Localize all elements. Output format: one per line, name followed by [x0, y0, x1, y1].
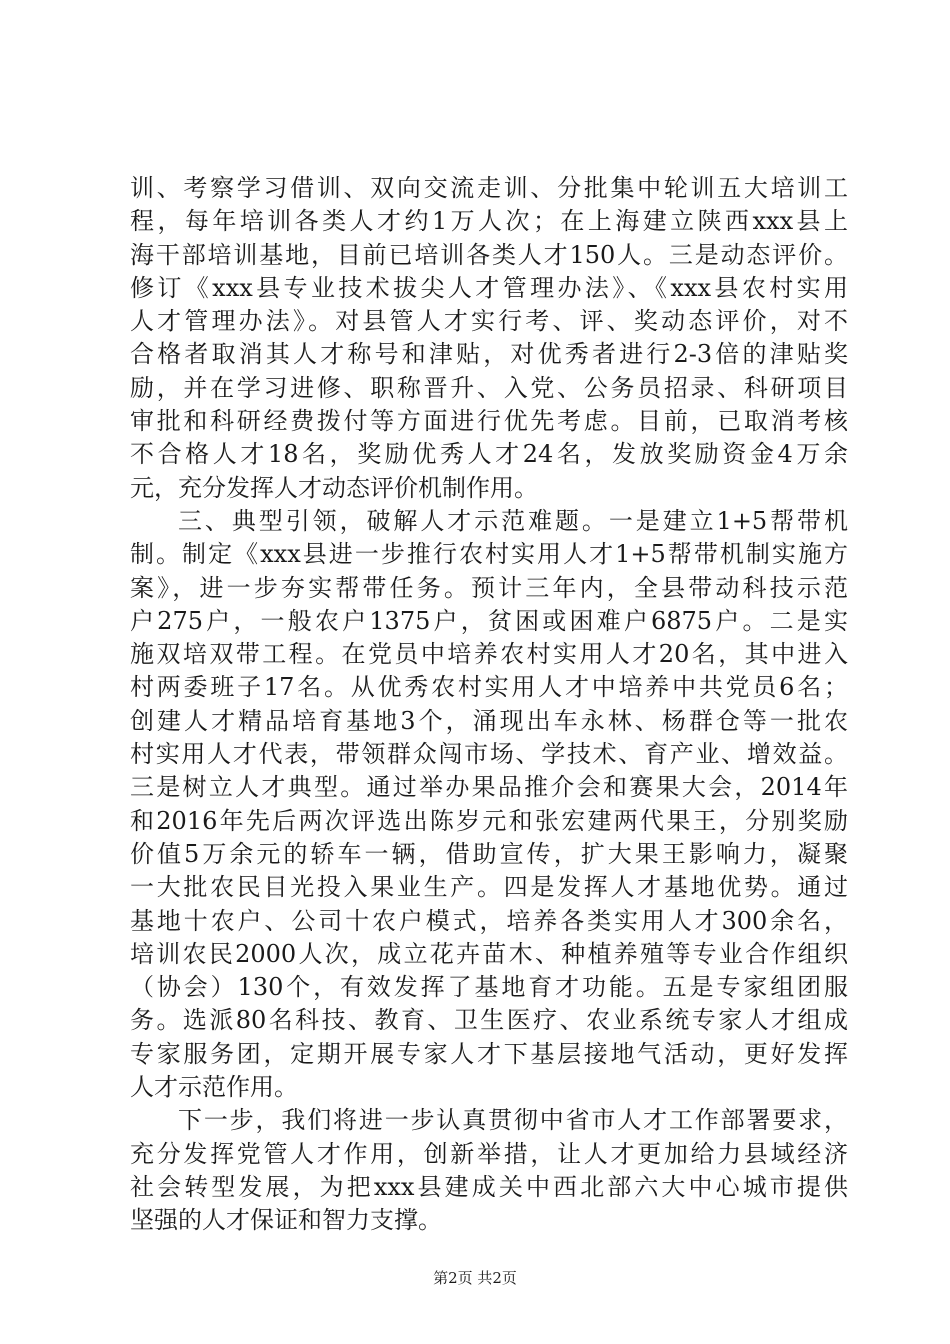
text-line: 训、考察学习借训、双向交流走训、分批集中轮训五大培训工 [130, 174, 848, 202]
text-line: 不合格人才18名，奖励优秀人才24名，发放奖励资金4万余 [130, 440, 848, 469]
text-line: 价值5万余元的轿车一辆，借助宣传，扩大果王影响力，凝聚 [130, 839, 848, 868]
text-line: 制。制定《xxx县进一步推行农村实用人才1+5帮带机制实施方 [130, 540, 848, 569]
text-line: 专家服务团，定期开展专家人才下基层接地气活动，更好发挥 [130, 1039, 848, 1068]
text-line: 创建人才精品培育基地3个，涌现出车永林、杨群仓等一批农 [130, 706, 848, 735]
text-line: 三、典型引领，破解人才示范难题。一是建立1+5帮带机 [178, 506, 848, 535]
text-line: 人才管理办法》。对县管人才实行考、评、奖动态评价，对不 [130, 307, 848, 336]
text-line: 三是树立人才典型。通过举办果品推介会和赛果大会，2014年 [130, 773, 848, 802]
text-line: 务。选派80名科技、教育、卫生医疗、农业系统专家人才组成 [130, 1006, 848, 1035]
text-line: 人才示范作用。 [130, 1073, 298, 1102]
text-line: 村实用人才代表，带领群众闯市场、学技术、育产业、增效益。 [130, 740, 848, 769]
text-line: 程，每年培训各类人才约1万人次；在上海建立陕西xxx县上 [130, 207, 848, 236]
text-line: 审批和科研经费拨付等方面进行优先考虑。目前，已取消考核 [130, 407, 848, 436]
text-line: 充分发挥党管人才作用，创新举措，让人才更加给力县域经济 [130, 1139, 848, 1168]
text-line: 合格者取消其人才称号和津贴，对优秀者进行2-3倍的津贴奖 [130, 340, 848, 369]
body-text [130, 172, 848, 1238]
text-line: 和2016年先后两次评选出陈岁元和张宏建两代果王，分别奖励 [130, 806, 848, 835]
text-line: 下一步，我们将进一步认真贯彻中省市人才工作部署要求， [178, 1106, 848, 1135]
text-line: 一大批农民目光投入果业生产。四是发挥人才基地优势。通过 [130, 873, 848, 902]
text-line: 海干部培训基地，目前已培训各类人才150人。三是动态评价。 [130, 240, 848, 269]
text-line: 培训农民2000人次，成立花卉苗木、种植养殖等专业合作组织 [130, 939, 848, 968]
text-line: 户275户，一般农户1375户，贫困或困难户6875户。二是实 [130, 606, 848, 635]
text-line: 村两委班子17名。从优秀农村实用人才中培养中共党员6名； [130, 673, 848, 702]
text-line: 励，并在学习进修、职称晋升、入党、公务员招录、科研项目 [130, 373, 848, 402]
text-line: 案》，进一步夯实帮带任务。预计三年内，全县带动科技示范 [130, 573, 848, 602]
text-line: 社会转型发展，为把xxx县建成关中西北部六大中心城市提供 [130, 1172, 848, 1201]
page-footer: 第2页 共2页 [433, 1269, 517, 1287]
text-line: 坚强的人才保证和智力支撑。 [130, 1206, 442, 1235]
text-line: 基地十农户、公司十农户模式，培养各类实用人才300余名， [130, 906, 848, 935]
text-line: 施双培双带工程。在党员中培养农村实用人才20名，其中进入 [130, 640, 848, 669]
text-line: 修订《xxx县专业技术拔尖人才管理办法》、《xxx县农村实用 [130, 273, 848, 302]
text-line: （协会）130个，有效发挥了基地育才功能。五是专家组团服 [130, 973, 848, 1002]
text-line: 元，充分发挥人才动态评价机制作用。 [130, 473, 538, 502]
